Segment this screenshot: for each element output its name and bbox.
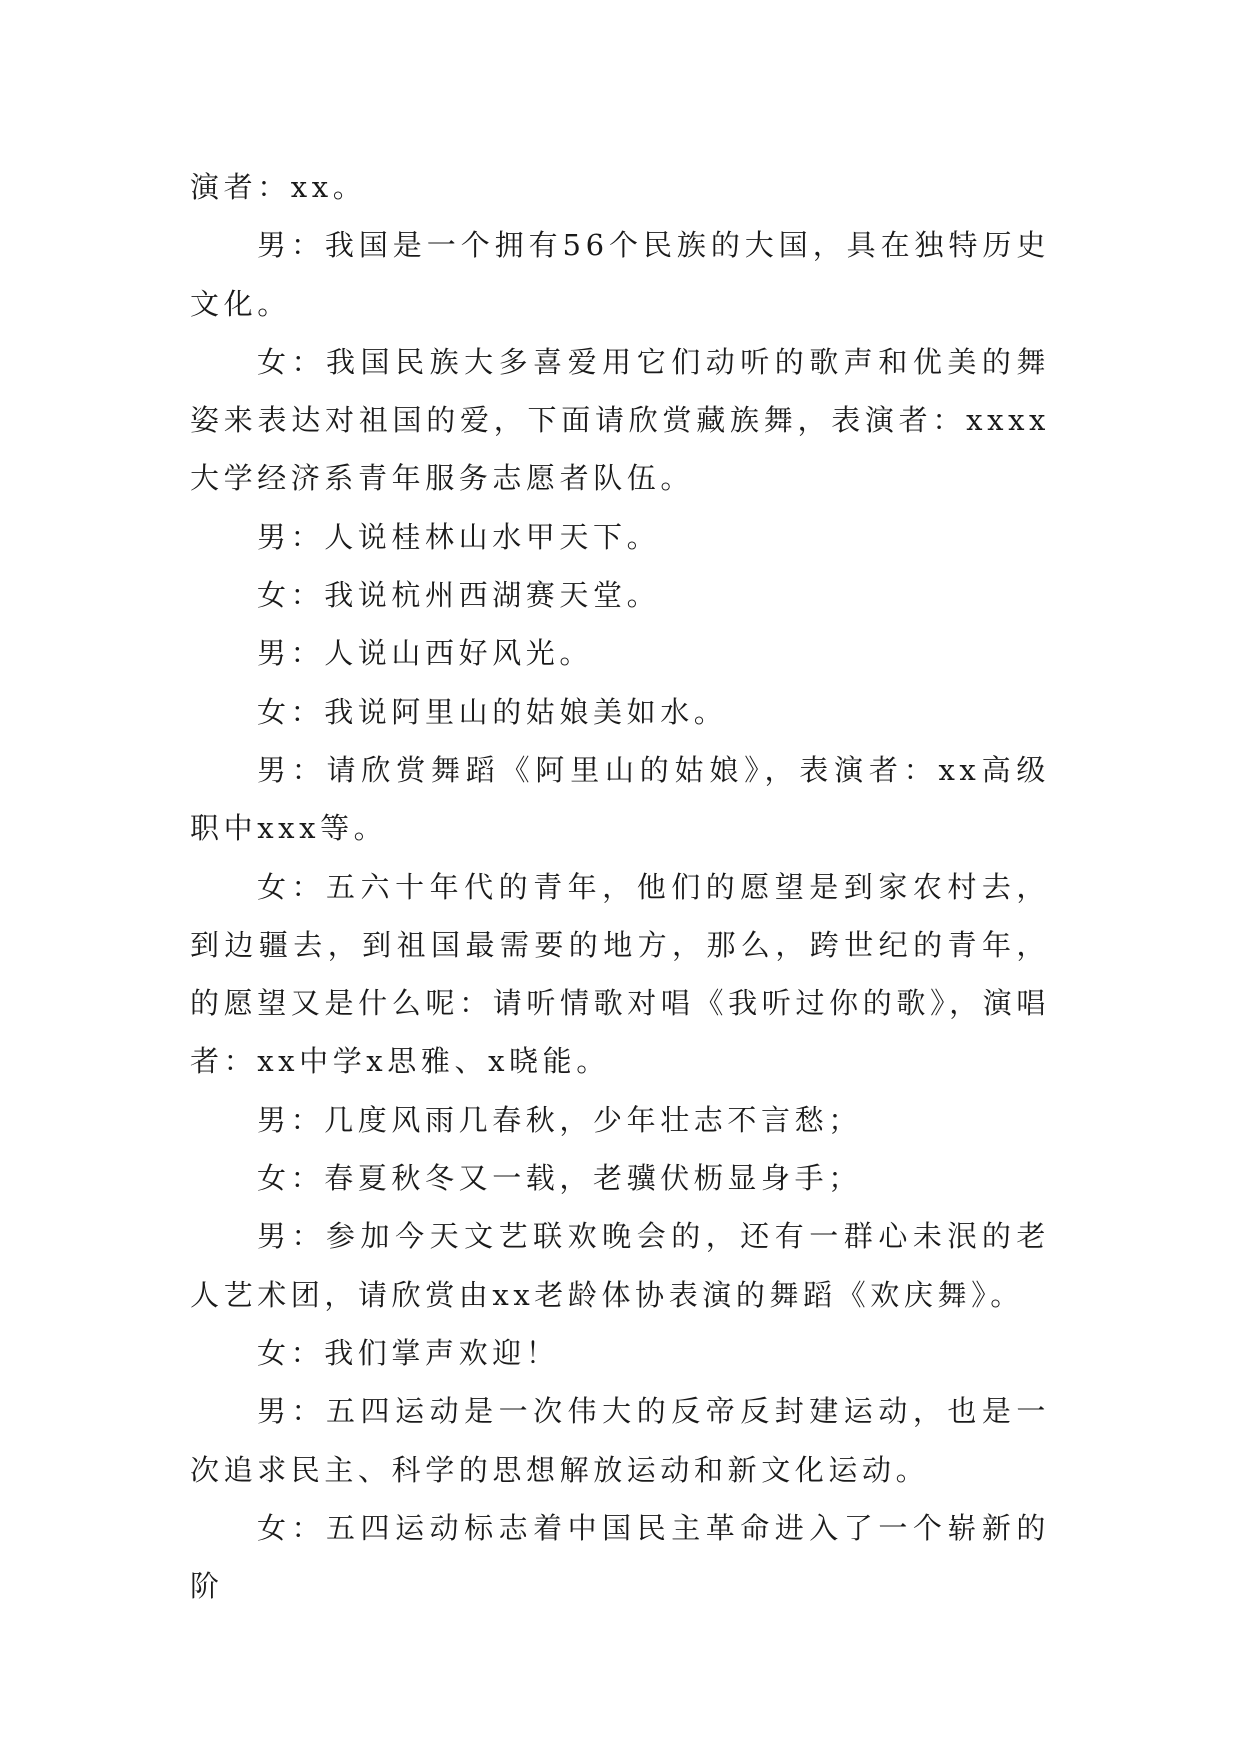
paragraph-12: 男：参加今天文艺联欢晚会的，还有一群心未泯的老人艺术团，请欣赏由xx老龄体协表演的舞蹈《欢庆舞》。 — [190, 1219, 1050, 1312]
paragraph-1: 演者：xx。 — [190, 170, 367, 204]
paragraph-11: 女：春夏秋冬又一载，老骥伏枥显身手； — [257, 1161, 862, 1196]
paragraph-7: 女：我说阿里山的姑娘美如水。 — [257, 694, 728, 729]
paragraph-2: 男：我国是一个拥有56个民族的大国，具在独特历史文化。 — [190, 228, 1050, 321]
paragraph-6: 男：人说山西好风光。 — [257, 636, 594, 671]
paragraph-5: 女：我说杭州西湖赛天堂。 — [257, 578, 661, 613]
document-body — [190, 158, 1050, 1615]
paragraph-9: 女：五六十年代的青年，他们的愿望是到家农村去，到边疆去，到祖国最需要的地方，那么，跨世纪的青年，的愿望又是什么呢：请听情歌对唱《我听过你的歌》，演唱者：xx中学x思雅、x晓能。 — [190, 869, 1050, 1079]
paragraph-4: 男：人说桂林山水甲天下。 — [257, 519, 661, 554]
paragraph-3: 女：我国民族大多喜爱用它们动听的歌声和优美的舞姿来表达对祖国的爱，下面请欣赏藏族舞，表演者：xxxx大学经济系青年服务志愿者队伍。 — [190, 344, 1050, 496]
paragraph-14: 男：五四运动是一次伟大的反帝反封建运动，也是一次追求民主、科学的思想解放运动和新文化运动。 — [190, 1394, 1050, 1487]
paragraph-10: 男：几度风雨几春秋，少年壮志不言愁； — [257, 1102, 862, 1137]
paragraph-13: 女：我们掌声欢迎！ — [257, 1335, 560, 1370]
paragraph-8: 男：请欣赏舞蹈《阿里山的姑娘》，表演者：xx高级职中xxx等。 — [190, 752, 1050, 846]
paragraph-15: 女：五四运动标志着中国民主革命进入了一个崭新的阶 — [190, 1510, 1050, 1604]
